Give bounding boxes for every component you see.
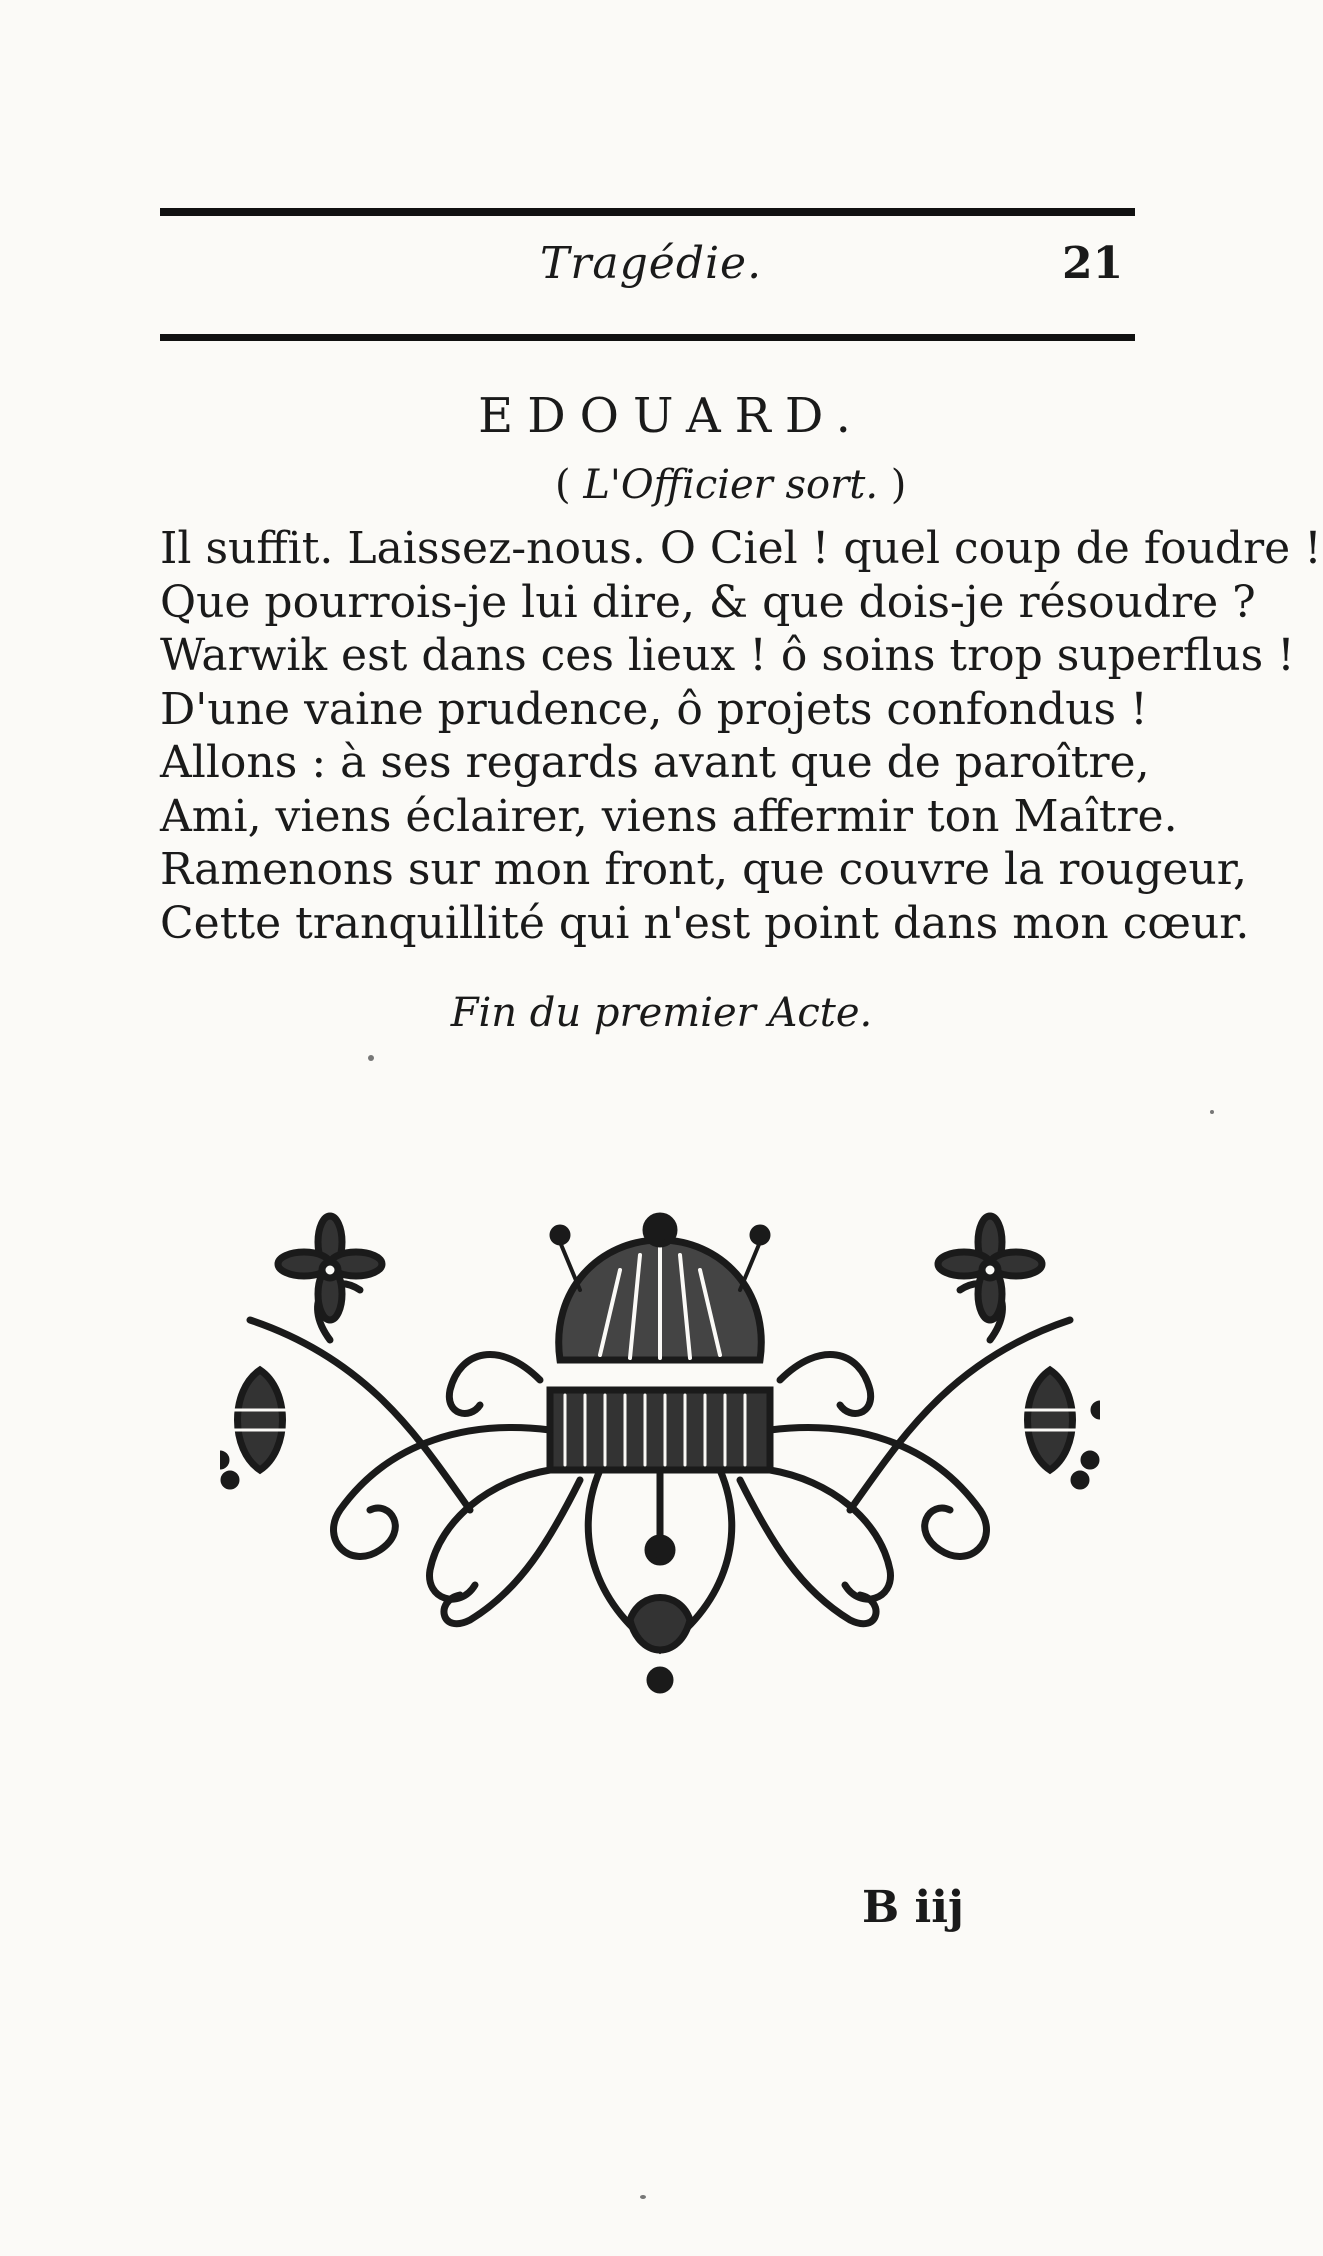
paper-speck bbox=[1210, 1110, 1214, 1114]
stage-direction-open: ( bbox=[555, 462, 584, 508]
stage-direction bbox=[555, 462, 906, 508]
verse-line: Il suffit. Laissez-nous. O Ciel ! quel coup de foudre ! bbox=[160, 523, 1322, 574]
verse-block bbox=[160, 522, 1322, 950]
header-rule-top bbox=[160, 208, 1135, 216]
verse-line: Que pourrois-je lui dire, & que dois-je résoudre ? bbox=[160, 576, 1256, 628]
stage-direction-close: ) bbox=[878, 462, 907, 508]
page-number: 21 bbox=[1062, 238, 1124, 289]
act-end: Fin du premier Acte. bbox=[450, 990, 873, 1036]
stage-direction-text: L'Officier sort. bbox=[583, 462, 879, 508]
verse-line: D'une vaine prudence, ô projets confondus ! bbox=[160, 683, 1148, 735]
floral-ornament-icon bbox=[220, 1180, 1100, 1700]
speaker-name: EDOUARD. bbox=[478, 388, 865, 444]
paper-speck bbox=[640, 2195, 646, 2199]
running-title: Tragédie. bbox=[540, 238, 763, 289]
paper-speck bbox=[368, 1055, 374, 1061]
verse-line: Ramenons sur mon front, que couvre la rougeur, bbox=[160, 844, 1247, 895]
verse-line: Ami, viens éclairer, viens affermir ton Maître. bbox=[160, 790, 1178, 842]
verse-line: Cette tranquillité qui n'est point dans mon cœur. bbox=[160, 897, 1250, 949]
signature-mark: B iij bbox=[862, 1882, 964, 1933]
header-rule-bottom bbox=[160, 334, 1135, 341]
verse-line: Warwik est dans ces lieux ! ô soins trop superflus ! bbox=[160, 630, 1295, 681]
verse-line: Allons : à ses regards avant que de paroître, bbox=[160, 737, 1150, 788]
